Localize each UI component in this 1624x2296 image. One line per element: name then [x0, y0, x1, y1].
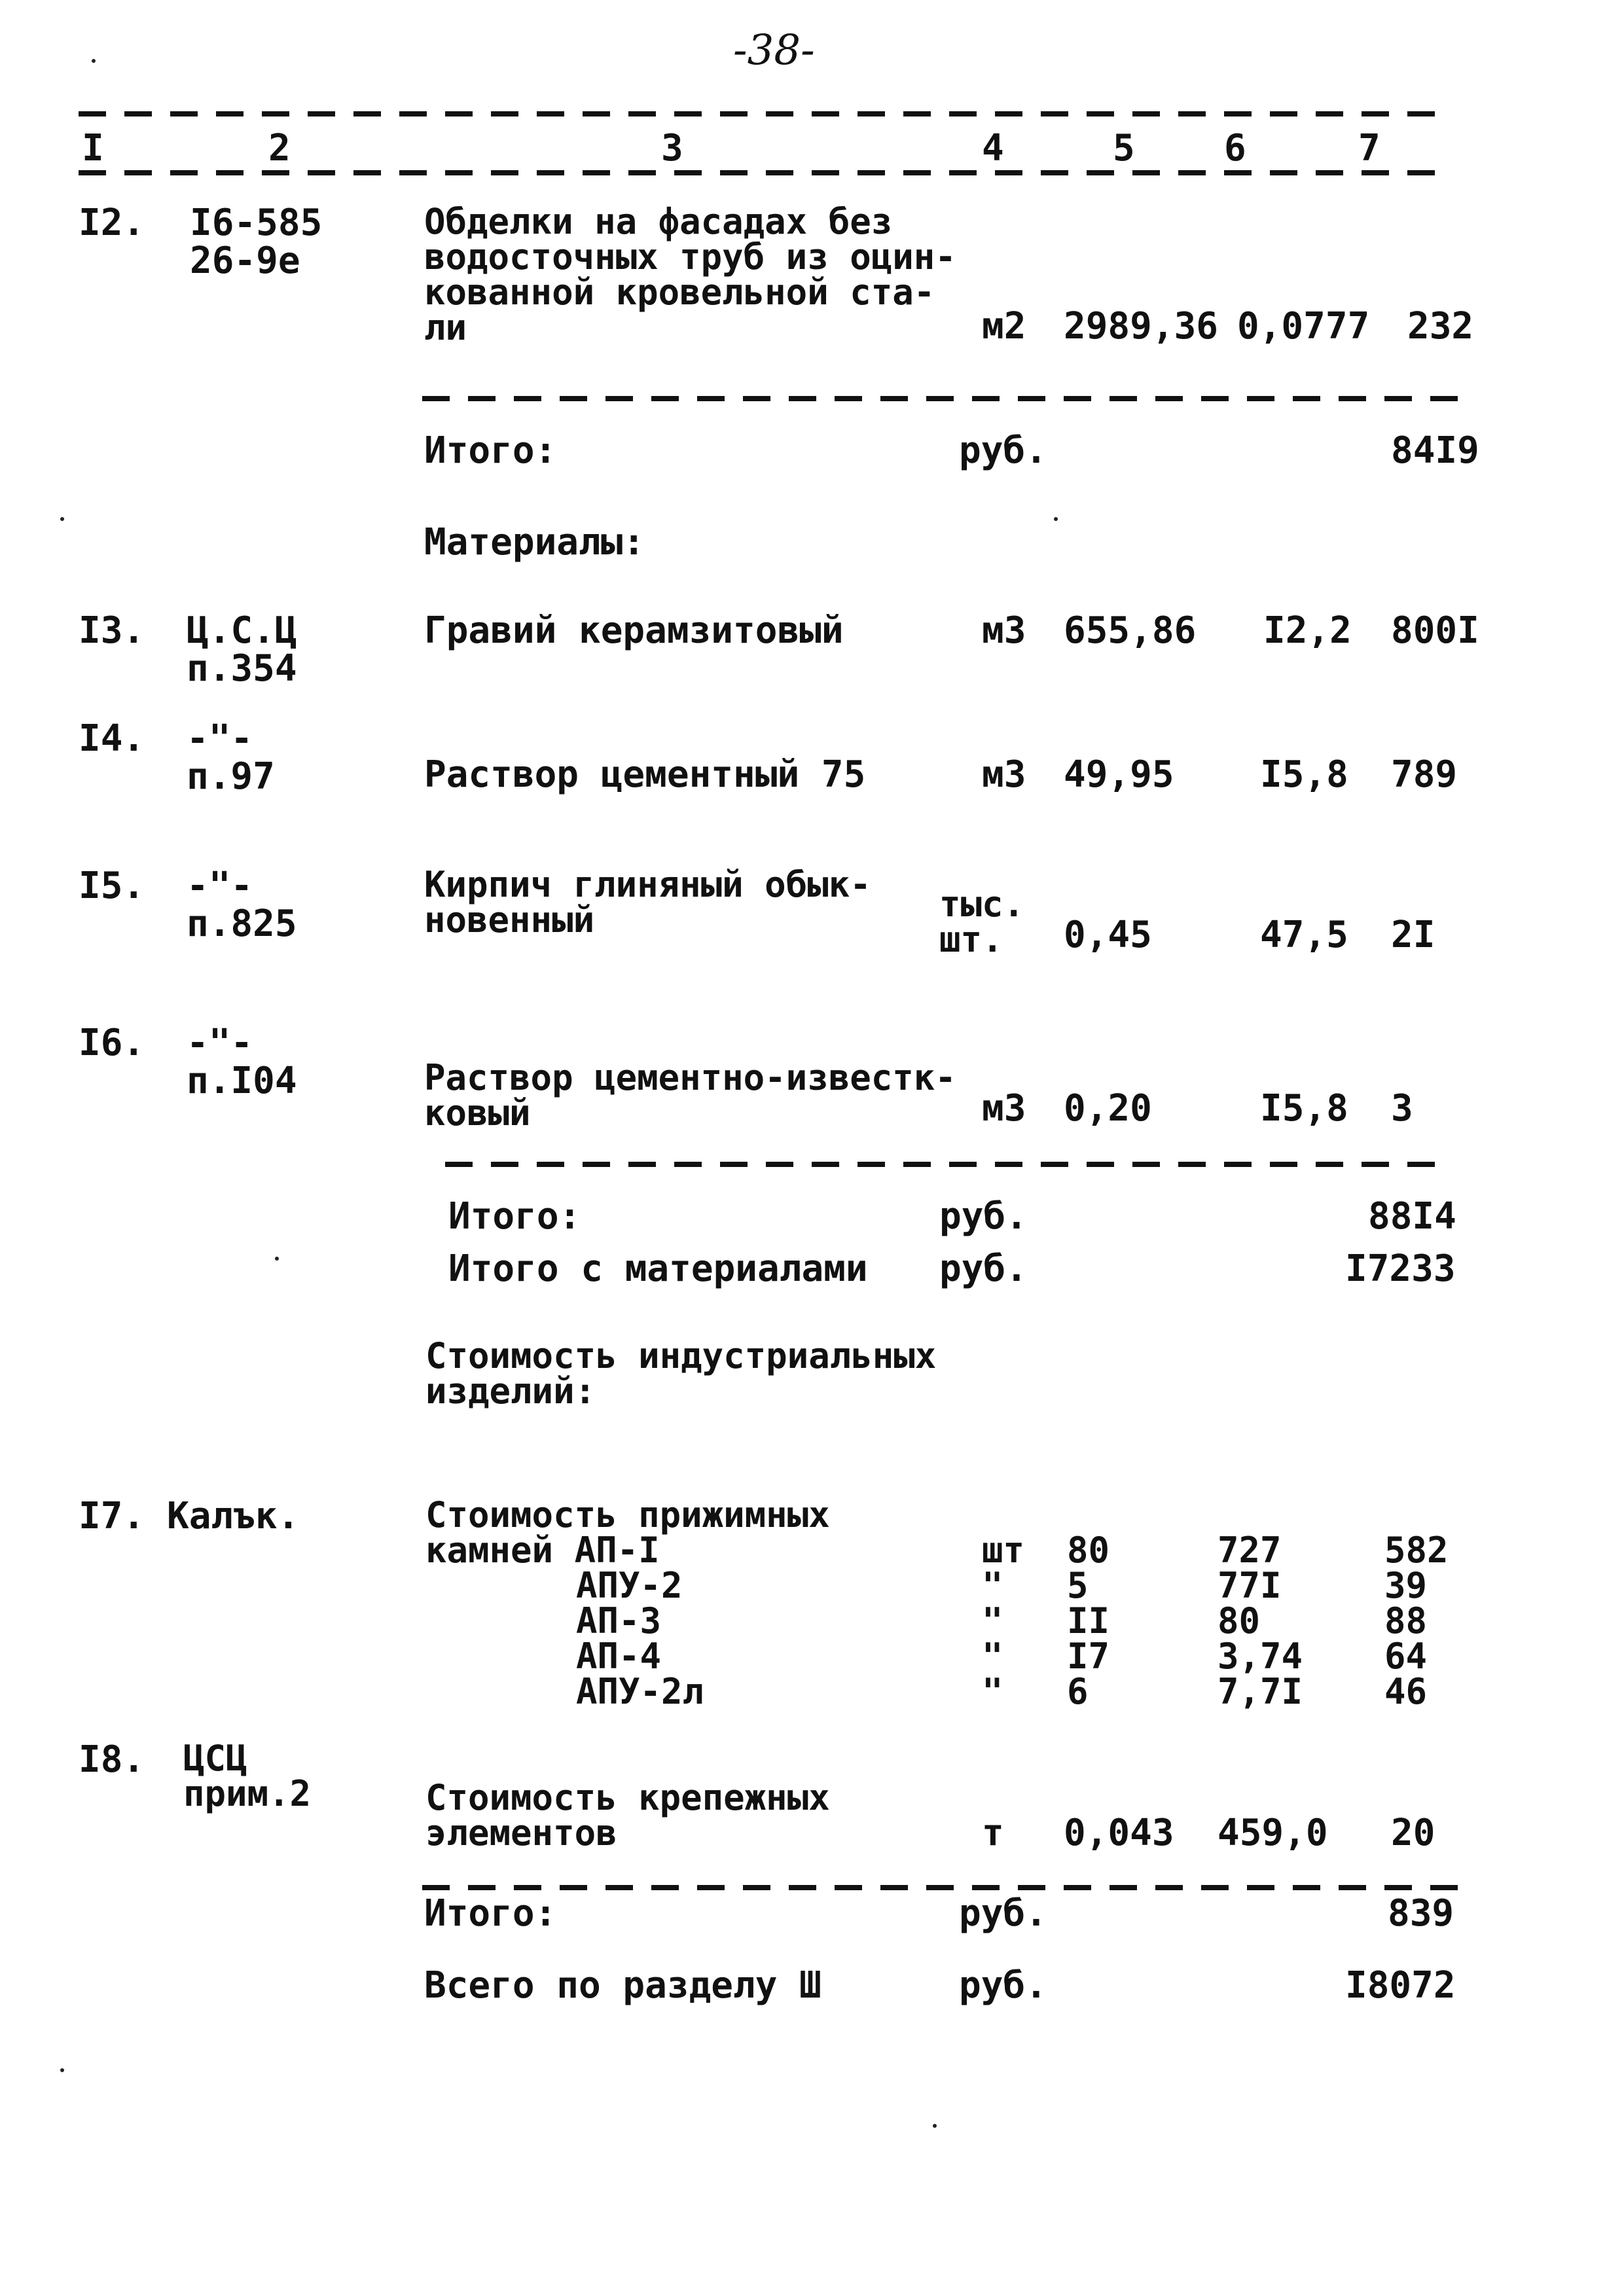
item-18-total: 20 — [1391, 1812, 1435, 1854]
item-13-number: I3. — [79, 609, 145, 652]
item-12-unit: м2 — [982, 305, 1026, 348]
header-col-4: 4 — [982, 127, 1004, 170]
item-16-number: I6. — [79, 1022, 145, 1064]
item-13-unit: м3 — [982, 609, 1026, 652]
itogo-2-label: Итого: — [448, 1195, 581, 1238]
scan-speck — [1054, 517, 1058, 521]
item-14-unit: м3 — [982, 753, 1026, 796]
item-18-price: 459,0 — [1218, 1812, 1328, 1854]
item-17-prices: 727 77I 80 3,74 7,7I — [1218, 1530, 1303, 1712]
header-col-5: 5 — [1113, 127, 1135, 170]
scan-speck — [60, 517, 64, 521]
item-18-code: ЦСЦ прим.2 — [183, 1738, 312, 1814]
itogo-2-value: 88I4 — [1368, 1195, 1456, 1238]
item-16-description: Раствор цементно-известк- ковый — [424, 1057, 956, 1134]
vsego-value: I8072 — [1345, 1964, 1456, 2007]
itogo-2-unit: руб. — [939, 1195, 1028, 1238]
item-17-code: Калък. — [167, 1495, 300, 1537]
scan-speck — [92, 59, 96, 63]
scan-speck — [60, 2068, 64, 2072]
itogo-1-value: 84I9 — [1391, 429, 1479, 472]
item-13-total: 800I — [1391, 609, 1479, 652]
item-15-code: -"- п.825 — [187, 865, 297, 945]
item-14-quantity: 49,95 — [1064, 753, 1174, 796]
item-17-quantities: 80 5 II I7 6 — [1067, 1530, 1110, 1712]
itogo-1-label: Итого: — [424, 429, 557, 472]
vsego-label: Всего по разделу Ш — [424, 1964, 821, 2007]
item-18-number: I8. — [79, 1738, 145, 1781]
item-17-number: I7. — [79, 1495, 145, 1537]
item-15-description: Кирпич глиняный обык- новенный — [424, 864, 871, 941]
itogo-1-unit: руб. — [959, 429, 1047, 472]
item-13-quantity: 655,86 — [1064, 609, 1197, 652]
item-12-number: I2. — [79, 202, 145, 244]
header-col-6: 6 — [1224, 127, 1246, 170]
itogo-materials-label: Итого с материалами — [448, 1247, 868, 1290]
item-14-price: I5,8 — [1260, 753, 1348, 796]
item-18-description: Стоимость крепежных элементов — [425, 1777, 830, 1854]
item-12-quantity: 2989,36 — [1064, 305, 1219, 348]
scan-speck — [933, 2124, 937, 2128]
itogo-3-unit: руб. — [959, 1892, 1047, 1935]
itogo-materials-value: I7233 — [1345, 1247, 1456, 1290]
header-col-7: 7 — [1358, 127, 1380, 170]
separator-rule-2 — [445, 1162, 1453, 1167]
item-18-quantity: 0,043 — [1064, 1812, 1174, 1854]
header-top-rule — [79, 111, 1440, 117]
header-col-2: 2 — [268, 127, 291, 170]
item-17-units: шт " " " " — [982, 1530, 1025, 1712]
item-16-price: I5,8 — [1260, 1087, 1348, 1130]
item-12-total: 232 — [1407, 305, 1474, 348]
item-17-totals: 582 39 88 64 46 — [1384, 1530, 1449, 1712]
item-12-description: Обделки на фасадах без водосточных труб из оцин- кованной кровельной ста- ли — [424, 201, 956, 348]
header-col-3: 3 — [661, 127, 683, 170]
item-13-description: Гравий керамзитовый — [424, 609, 844, 652]
item-14-total: 789 — [1391, 753, 1458, 796]
item-15-quantity: 0,45 — [1064, 914, 1152, 956]
item-16-quantity: 0,20 — [1064, 1087, 1152, 1130]
separator-rule-3 — [422, 1885, 1476, 1890]
item-13-code: Ц.С.Ц п.354 — [187, 609, 297, 690]
item-15-number: I5. — [79, 865, 145, 907]
item-14-number: I4. — [79, 717, 145, 760]
item-15-unit: тыс. шт. — [939, 884, 1025, 960]
item-15-price: 47,5 — [1260, 914, 1348, 956]
item-16-unit: м3 — [982, 1087, 1026, 1130]
item-12-price: 0,0777 — [1237, 305, 1370, 348]
item-15-total: 2I — [1391, 914, 1435, 956]
itogo-materials-unit: руб. — [939, 1247, 1028, 1290]
scan-speck — [275, 1257, 279, 1261]
materials-heading: Материалы: — [424, 521, 645, 564]
separator-rule-1 — [422, 396, 1476, 401]
vsego-unit: руб. — [959, 1964, 1047, 2007]
item-16-total: 3 — [1391, 1087, 1413, 1130]
item-18-unit: т — [982, 1812, 1004, 1854]
item-17-description: Стоимость прижимных камней АП-I — [425, 1494, 830, 1571]
item-14-description: Раствор цементный 75 — [424, 753, 866, 796]
header-bottom-rule — [79, 170, 1440, 175]
itogo-3-value: 839 — [1388, 1892, 1454, 1935]
item-14-code: -"- п.97 — [187, 717, 275, 798]
item-16-code: -"- п.I04 — [187, 1022, 297, 1102]
header-col-1: I — [82, 127, 104, 170]
item-12-code: I6-585 26-9е — [190, 202, 323, 282]
item-17-subtypes: АПУ-2 АП-3 АП-4 АПУ-2л — [576, 1565, 704, 1712]
industrial-heading: Стоимость индустриальных изделий: — [425, 1335, 937, 1412]
itogo-3-label: Итого: — [424, 1892, 557, 1935]
item-13-price: I2,2 — [1263, 609, 1352, 652]
page-number: -38- — [733, 26, 815, 75]
